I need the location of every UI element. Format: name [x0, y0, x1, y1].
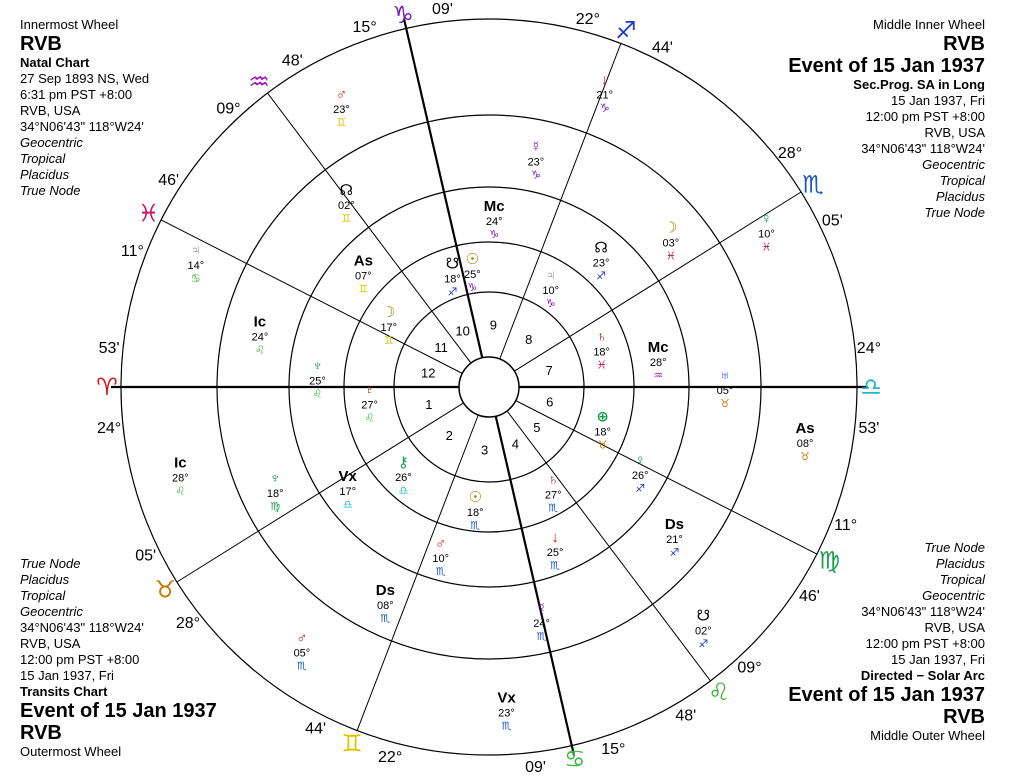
- planet-glyph-icon: Vx: [497, 689, 516, 707]
- house-number: 2: [445, 428, 453, 444]
- cusp-degree: 28°: [777, 144, 803, 162]
- chart-time: 12:00 pm PST +8:00: [865, 636, 985, 651]
- zodiac-type: Tropical: [939, 173, 985, 188]
- planet-glyph-icon: As: [795, 420, 815, 438]
- planet-glyph-icon: Ds: [375, 582, 395, 600]
- chart-place: RVB, USA: [20, 636, 81, 651]
- planet-glyph-icon: ↓: [551, 528, 559, 546]
- zodiac-center: Geocentric: [20, 604, 83, 619]
- event-title: Event of 15 Jan 1937: [20, 700, 217, 722]
- cusp-degree: 09°: [737, 659, 762, 677]
- planet-degree: 23°: [592, 257, 610, 270]
- zodiac-sign-icon: ♓: [137, 200, 160, 228]
- node-type: True Node: [924, 540, 985, 555]
- zodiac-sign-icon: ♌: [708, 679, 730, 707]
- planet-degree: 18°: [466, 507, 484, 520]
- house-number: 7: [545, 362, 553, 378]
- planet-point: [172, 454, 189, 497]
- planet-sign-icon: ♊: [336, 117, 347, 130]
- planet-sign-icon: ♋: [190, 272, 201, 285]
- planet-glyph-icon: ☽: [664, 219, 678, 237]
- house-system: Placidus: [935, 556, 985, 571]
- planet-degree: 17°: [339, 486, 357, 499]
- house-number: 9: [489, 317, 497, 333]
- chart-name: RVB: [20, 722, 62, 744]
- cusp-minute: 46': [158, 171, 180, 189]
- cusp-degree: 22°: [575, 11, 600, 29]
- planet-sign-icon: ♊: [358, 283, 369, 296]
- planet-degree: 07°: [355, 270, 372, 283]
- planet-degree: 28°: [649, 356, 667, 369]
- house-number: 3: [481, 442, 489, 458]
- planet-sign-icon: ♐: [698, 638, 709, 651]
- planet-glyph-icon: ♂: [435, 535, 447, 553]
- cusp-minute: 44': [651, 39, 673, 57]
- planet-point: [632, 452, 649, 495]
- zodiac-sign-icon: ♉: [154, 576, 176, 604]
- chart-place: RVB, USA: [20, 103, 81, 118]
- planet-point: [333, 86, 350, 129]
- planet-sign-icon: ♊: [383, 335, 394, 348]
- planet-point: [593, 329, 610, 372]
- planet-sign-icon: ♐: [447, 286, 458, 299]
- planet-glyph-icon: ♅: [719, 367, 731, 385]
- planet-glyph-icon: ♀: [634, 452, 646, 470]
- planet-glyph-icon: ♄: [547, 471, 559, 489]
- chart-name: RVB: [943, 33, 985, 55]
- planet-sign-icon: ♎: [398, 485, 409, 498]
- planet-degree: 08°: [377, 600, 394, 613]
- planet-sign-icon: ♉: [800, 451, 810, 464]
- planet-point: [758, 211, 775, 254]
- planet-glyph-icon: ☿: [535, 600, 548, 618]
- planet-sign-icon: ♒: [653, 369, 664, 382]
- zodiac-sign-icon: ♋: [564, 746, 586, 774]
- planet-degree: 18°: [593, 346, 610, 359]
- chart-date: 27 Sep 1893 NS, Wed: [20, 71, 150, 86]
- planet-point: [717, 367, 734, 410]
- planet-glyph-icon: ♇: [363, 381, 376, 399]
- planet-degree: 23°: [527, 156, 545, 169]
- chart-place: RVB, USA: [924, 620, 985, 635]
- planet-degree: 27°: [361, 399, 378, 412]
- planet-degree: 21°: [666, 533, 683, 546]
- house-number: 1: [425, 397, 433, 413]
- planet-point: [662, 219, 679, 262]
- planet-sign-icon: ♉: [597, 439, 608, 452]
- planet-point: [497, 690, 516, 733]
- chart-coords: 34°N06'43" 118°W24': [20, 119, 144, 134]
- planet-degree: 23°: [498, 707, 515, 720]
- house-cusp-line: [357, 412, 481, 731]
- house-system: Placidus: [20, 167, 70, 182]
- planet-degree: 10°: [758, 228, 775, 241]
- planet-sign-icon: ♏: [380, 613, 391, 626]
- planet-glyph-icon: ♂: [296, 629, 308, 647]
- planet-sign-icon: ♏: [550, 559, 561, 572]
- planet-glyph-icon: ♃: [545, 267, 557, 285]
- planet-point: [484, 198, 505, 241]
- cusp-minute: 05': [135, 547, 157, 565]
- planet-degree: 02°: [338, 199, 355, 212]
- house-number: 8: [525, 331, 533, 347]
- chart-date: 15 Jan 1937, Fri: [20, 668, 114, 683]
- zodiac-sign-icon: ♏: [802, 171, 824, 199]
- cusp-minute: 46': [798, 588, 820, 606]
- zodiac-sign-icon: ♈: [96, 374, 118, 401]
- house-number: 4: [511, 436, 520, 452]
- wheel-label: Middle Outer Wheel: [870, 728, 985, 743]
- sign-cusp-labels: [96, 1, 882, 776]
- cusp-minute: 05': [821, 212, 843, 230]
- planet-point: [648, 339, 669, 382]
- planet-sign-icon: ♑: [599, 102, 610, 115]
- zodiac-sign-icon: ♍: [818, 547, 841, 575]
- cusp-degree: 11°: [834, 516, 858, 534]
- house-number: 5: [533, 420, 541, 436]
- planet-point: [594, 409, 611, 452]
- house-system: Placidus: [935, 189, 985, 204]
- zodiac-center: Geocentric: [922, 157, 985, 172]
- planet-glyph-icon: ☊: [339, 181, 354, 199]
- zodiac-sign-icon: ♊: [341, 730, 363, 758]
- planet-glyph-icon: ♃: [190, 241, 202, 259]
- planet-sign-icon: ♓: [665, 250, 676, 263]
- planet-point: [444, 256, 461, 299]
- planet-glyph-icon: ♀: [760, 210, 773, 228]
- planet-sign-icon: ♐: [596, 270, 606, 283]
- planet-point: [187, 242, 204, 285]
- planet-degree: 27°: [544, 489, 562, 502]
- cusp-degree: 24°: [856, 340, 882, 358]
- planet-degree: 25°: [309, 375, 326, 388]
- planet-sign-icon: ♌: [312, 388, 323, 401]
- planet-glyph-icon: ☉: [468, 489, 482, 507]
- cusp-minute: 48': [675, 707, 697, 725]
- planet-glyph-icon: Ic: [253, 313, 267, 331]
- event-title: Event of 15 Jan 1937: [788, 684, 985, 706]
- chart-time: 6:31 pm PST +8:00: [20, 87, 133, 102]
- chart-coords: 34°N06'43" 118°W24': [861, 604, 985, 619]
- planet-degree: 02°: [695, 625, 712, 638]
- chart-type: Sec.Prog. SA in Long: [853, 77, 985, 92]
- planet-sign-icon: ♉: [720, 398, 730, 411]
- planet-point: [464, 251, 481, 294]
- planet-point: [795, 420, 814, 463]
- planet-sign-icon: ♊: [341, 212, 352, 225]
- zodiac-sign-icon: ♑: [392, 1, 414, 29]
- planet-point: [267, 470, 284, 513]
- chart-date: 15 Jan 1937, Fri: [891, 93, 985, 108]
- chart-name: RVB: [20, 33, 62, 55]
- chart-date: 15 Jan 1937, Fri: [891, 652, 985, 667]
- planet-degree: 14°: [187, 259, 205, 272]
- planet-sign-icon: ♑: [489, 229, 500, 242]
- planet-degree: 10°: [542, 285, 559, 298]
- planet-degree: 17°: [380, 322, 398, 335]
- zodiac-center: Geocentric: [922, 588, 985, 603]
- wheel-ring: [459, 357, 519, 417]
- node-type: True Node: [20, 556, 81, 571]
- node-type: True Node: [924, 205, 985, 220]
- cusp-degree: 11°: [120, 243, 144, 261]
- planet-degree: 24°: [251, 331, 269, 344]
- planet-point: [545, 471, 562, 514]
- planet-point: [528, 139, 545, 182]
- planet-degree: 28°: [172, 472, 189, 485]
- house-number: 12: [420, 365, 436, 381]
- planet-glyph-icon: ♂: [335, 86, 348, 104]
- planet-sign-icon: ♓: [596, 359, 607, 372]
- planet-degree: 24°: [533, 618, 550, 631]
- wheel-label: Outermost Wheel: [20, 744, 122, 759]
- planet-sign-icon: ♑: [530, 169, 541, 182]
- planet-sign-icon: ♓: [761, 241, 772, 254]
- planet-glyph-icon: ⊕: [596, 408, 609, 426]
- planet-degree: 03°: [662, 237, 680, 250]
- planet-point: [354, 253, 373, 296]
- cusp-minute: 48': [281, 52, 303, 70]
- planet-point: [593, 240, 610, 283]
- planet-sign-icon: ♏: [296, 660, 307, 673]
- planet-point: [467, 489, 484, 532]
- planet-sign-icon: ♏: [470, 520, 481, 533]
- planet-degree: 25°: [463, 269, 481, 282]
- cusp-minute: 09': [525, 759, 546, 777]
- planet-glyph-icon: Ds: [664, 515, 685, 533]
- planet-glyph-icon: As: [353, 252, 373, 270]
- zodiac-type: Tropical: [939, 572, 985, 587]
- chart-time: 12:00 pm PST +8:00: [865, 109, 985, 124]
- planet-sign-icon: ♏: [501, 720, 512, 733]
- planet-point: [432, 535, 449, 578]
- planet-degree: 18°: [594, 426, 611, 439]
- planet-point: [252, 313, 269, 356]
- planet-sign-icon: ♌: [254, 344, 265, 357]
- planet-sign-icon: ♐: [669, 546, 680, 559]
- zodiac-sign-icon: ♐: [615, 17, 637, 45]
- planet-degree: 05°: [716, 385, 734, 398]
- planet-sign-icon: ♏: [435, 566, 446, 579]
- planet-point: [596, 72, 613, 115]
- house-cusp-line: [161, 220, 462, 373]
- planet-point: [338, 182, 355, 225]
- planet-degree: 10°: [432, 553, 449, 566]
- planet-sign-icon: ♏: [536, 631, 547, 644]
- chart-type: Transits Chart: [20, 684, 108, 699]
- chart-type: Directed − Solar Arc: [860, 668, 985, 683]
- planet-glyph-icon: Mc: [647, 338, 669, 356]
- chart-place: RVB, USA: [924, 125, 985, 140]
- planet-degree: 18°: [444, 273, 461, 286]
- cusp-minute: 09': [432, 0, 453, 18]
- cusp-degree: 22°: [378, 748, 403, 766]
- planet-glyph-icon: ☋: [696, 607, 711, 625]
- cusp-degree: 24°: [96, 419, 122, 437]
- planet-point: [395, 454, 412, 497]
- planet-glyph-icon: ↓: [600, 71, 609, 89]
- house-system: Placidus: [20, 572, 70, 587]
- planet-glyph-icon: Ic: [174, 454, 187, 472]
- planet-point: [542, 267, 559, 310]
- cusp-degree: 15°: [352, 18, 377, 36]
- planet-point: [547, 529, 564, 572]
- planet-degree: 08°: [796, 438, 814, 451]
- zodiac-sign-icon: ♎: [860, 374, 882, 401]
- planet-positions: [172, 72, 815, 733]
- chart-name: RVB: [943, 706, 985, 728]
- planet-glyph-icon: ⚷: [397, 454, 409, 472]
- planet-point: [339, 468, 358, 511]
- planet-point: [376, 582, 395, 625]
- cusp-degree: 28°: [175, 615, 201, 633]
- zodiac-center: Geocentric: [20, 135, 83, 150]
- chart-time: 12:00 pm PST +8:00: [20, 652, 140, 667]
- node-type: True Node: [20, 183, 81, 198]
- planet-sign-icon: ♎: [342, 499, 353, 512]
- cusp-degree: 15°: [601, 741, 626, 759]
- planet-sign-icon: ♐: [635, 483, 646, 496]
- planet-sign-icon: ♑: [467, 282, 478, 295]
- house-number: 11: [434, 339, 448, 355]
- cusp-degree: 09°: [216, 100, 241, 118]
- planet-glyph-icon: ☊: [594, 239, 608, 257]
- planet-degree: 26°: [631, 470, 649, 483]
- house-cusp-line: [268, 93, 471, 363]
- wheel-label: Innermost Wheel: [20, 17, 119, 32]
- planet-point: [665, 516, 684, 559]
- zodiac-type: Tropical: [20, 588, 66, 603]
- zodiac-type: Tropical: [20, 151, 66, 166]
- planet-sign-icon: ♏: [548, 502, 559, 515]
- chart-coords: 34°N06'43" 118°W24': [20, 620, 144, 635]
- planet-glyph-icon: ☉: [465, 251, 480, 269]
- planet-degree: 25°: [546, 546, 564, 559]
- cusp-minute: 44': [305, 720, 327, 738]
- planet-sign-icon: ♑: [545, 298, 556, 311]
- planet-degree: 21°: [596, 89, 613, 102]
- planet-glyph-icon: ☽: [382, 304, 396, 322]
- cusp-minute: 53': [858, 419, 880, 437]
- planet-glyph-icon: ♄: [596, 328, 608, 346]
- cusp-minute: 53': [98, 340, 120, 358]
- planet-degree: 23°: [333, 104, 350, 117]
- chart-type: Natal Chart: [20, 55, 90, 70]
- planet-point: [380, 304, 397, 347]
- planet-glyph-icon: Mc: [483, 198, 505, 216]
- zodiac-sign-icon: ♒: [248, 68, 270, 96]
- planet-glyph-icon: ☿: [530, 138, 542, 156]
- planet-sign-icon: ♌: [364, 412, 375, 425]
- planet-point: [294, 630, 311, 673]
- planet-glyph-icon: Vx: [338, 468, 357, 486]
- event-title: Event of 15 Jan 1937: [788, 55, 985, 77]
- planet-sign-icon: ♍: [270, 500, 281, 513]
- house-number: 6: [546, 394, 554, 410]
- planet-glyph-icon: ♆: [311, 357, 324, 375]
- chart-coords: 34°N06'43" 118°W24': [861, 141, 985, 156]
- planet-point: [309, 358, 326, 401]
- planet-degree: 05°: [293, 647, 311, 660]
- planet-degree: 24°: [485, 216, 503, 229]
- planet-degree: 18°: [266, 487, 284, 500]
- house-number: 10: [455, 323, 470, 339]
- planet-point: [695, 608, 712, 651]
- planet-glyph-icon: ♆: [269, 469, 281, 487]
- planet-sign-icon: ♌: [175, 485, 186, 498]
- planet-glyph-icon: ☋: [445, 255, 460, 273]
- planet-degree: 26°: [395, 472, 412, 485]
- wheel-label: Middle Inner Wheel: [873, 17, 985, 32]
